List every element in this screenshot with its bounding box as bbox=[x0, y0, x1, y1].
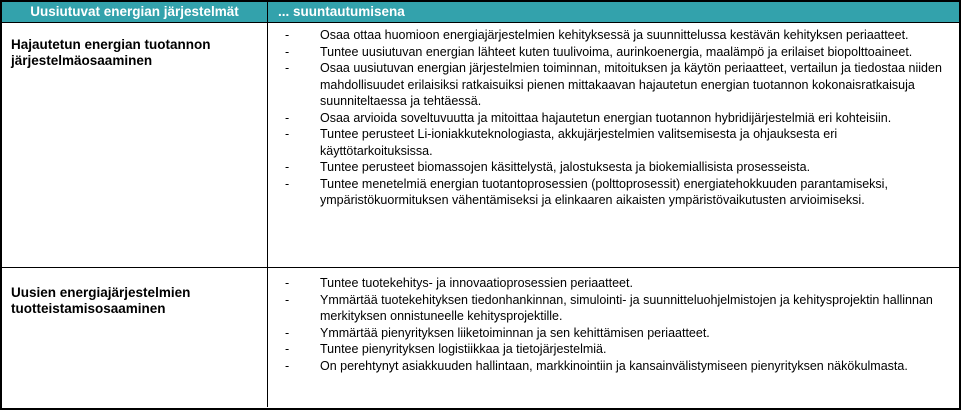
list-item-text: Tuntee tuotekehitys- ja innovaatioprosessien periaatteet. bbox=[320, 276, 633, 290]
list-item bbox=[268, 110, 945, 127]
row-title-cell bbox=[2, 23, 268, 267]
list-item-text: Osaa arvioida soveltuvuutta ja mitoittaa hajautetun energian tuotannon hybridijärjestelmiä eri kohteisiin. bbox=[320, 110, 892, 125]
header-left-label: Uusiutuvat energian järjestelmät bbox=[30, 4, 239, 19]
list-item-text: Tuntee pienyrityksen logistiikkaa ja tietojärjestelmiä. bbox=[320, 342, 607, 356]
list-item-text: Osaa ottaa huomioon energiajärjestelmien kehityksessä ja suunnittelussa kestävän kehityksen periaatteet. bbox=[320, 28, 909, 42]
list-item bbox=[268, 60, 945, 110]
list-item bbox=[268, 325, 945, 342]
list-item-text: Tuntee perusteet Li-ioniakkuteknologiasta, akkujärjestelmien valitsemisesta ja ohjauksesta eri käyttötarkoituksissa. bbox=[320, 127, 838, 158]
list-item-text: Ymmärtää pienyrityksen liiketoiminnan ja sen kehittämisen periaatteet. bbox=[320, 325, 710, 340]
row-content-cell bbox=[268, 23, 959, 267]
row-title: Hajautetun energian tuotannon järjestelmäosaaminen bbox=[11, 37, 211, 68]
bullet-list bbox=[268, 27, 945, 209]
dash-marker: - bbox=[285, 127, 290, 141]
list-item bbox=[268, 358, 945, 375]
bullet-list bbox=[268, 275, 945, 374]
table-header-row bbox=[2, 2, 959, 23]
list-item-text: On perehtynyt asiakkuuden hallintaan, markkinointiin ja kansainvälistymiseen pienyrityksen näkökulmasta. bbox=[320, 358, 908, 373]
table-row-distributed-energy bbox=[2, 23, 959, 268]
dash-marker: - bbox=[285, 325, 290, 340]
header-cell-left bbox=[2, 2, 268, 22]
dash-marker: - bbox=[285, 276, 290, 290]
list-item-text: Ymmärtää tuotekehityksen tiedonhankinnan, simulointi- ja suunnitteluohjelmistojen ja kehitysprojektin hallinnan merkityksen onnistuneelle kehitysprojektille. bbox=[320, 292, 933, 323]
list-item-text: Tuntee uusiutuvan energian lähteet kuten tuulivoima, aurinkoenergia, maalämpö ja erilaiset biopolttoaineet. bbox=[320, 44, 913, 59]
list-item-text: Tuntee menetelmiä energian tuotantoprosessien (polttoprosessit) energiatehokkuuden parantamiseksi, ympäristökuormituksen vähentämiseksi ja elinkaaren aikaisten ympäristövaikutusten arvioimiseksi. bbox=[320, 176, 888, 207]
row-title-cell bbox=[2, 268, 268, 407]
dash-marker: - bbox=[285, 44, 290, 59]
list-item-text: Tuntee perusteet biomassojen käsittelystä, jalostuksesta ja biokemiallisista prosesseista. bbox=[320, 160, 811, 174]
row-title: Uusien energiajärjestelmien tuotteistamisosaaminen bbox=[11, 285, 191, 316]
dash-marker: - bbox=[285, 342, 290, 356]
dash-marker: - bbox=[285, 358, 290, 373]
dash-marker: - bbox=[285, 110, 290, 125]
dash-marker: - bbox=[285, 160, 290, 174]
dash-marker: - bbox=[285, 61, 290, 75]
list-item bbox=[268, 275, 945, 292]
list-item bbox=[268, 44, 945, 61]
list-item bbox=[268, 341, 945, 358]
list-item bbox=[268, 126, 945, 159]
list-item bbox=[268, 176, 945, 209]
list-item-text: Osaa uusiutuvan energian järjestelmien toiminnan, mitoituksen ja käytön periaatteet, vertailun ja tiedostaa niiden mahdollisuudet erilaisiksi ratkaisuiksi pienen mittakaavan hajautetun energian tuotannon kokonaisratkaisuja suunniteltaessa ja tehtäessä. bbox=[320, 61, 942, 108]
list-item bbox=[268, 159, 945, 176]
dash-marker: - bbox=[285, 28, 290, 42]
table-row-productization bbox=[2, 268, 959, 407]
dash-marker: - bbox=[285, 292, 290, 307]
header-cell-right bbox=[268, 2, 959, 22]
list-item bbox=[268, 27, 945, 44]
dash-marker: - bbox=[285, 176, 290, 191]
list-item bbox=[268, 292, 945, 325]
header-right-label: ... suuntautumisena bbox=[278, 4, 405, 19]
row-content-cell bbox=[268, 268, 959, 407]
